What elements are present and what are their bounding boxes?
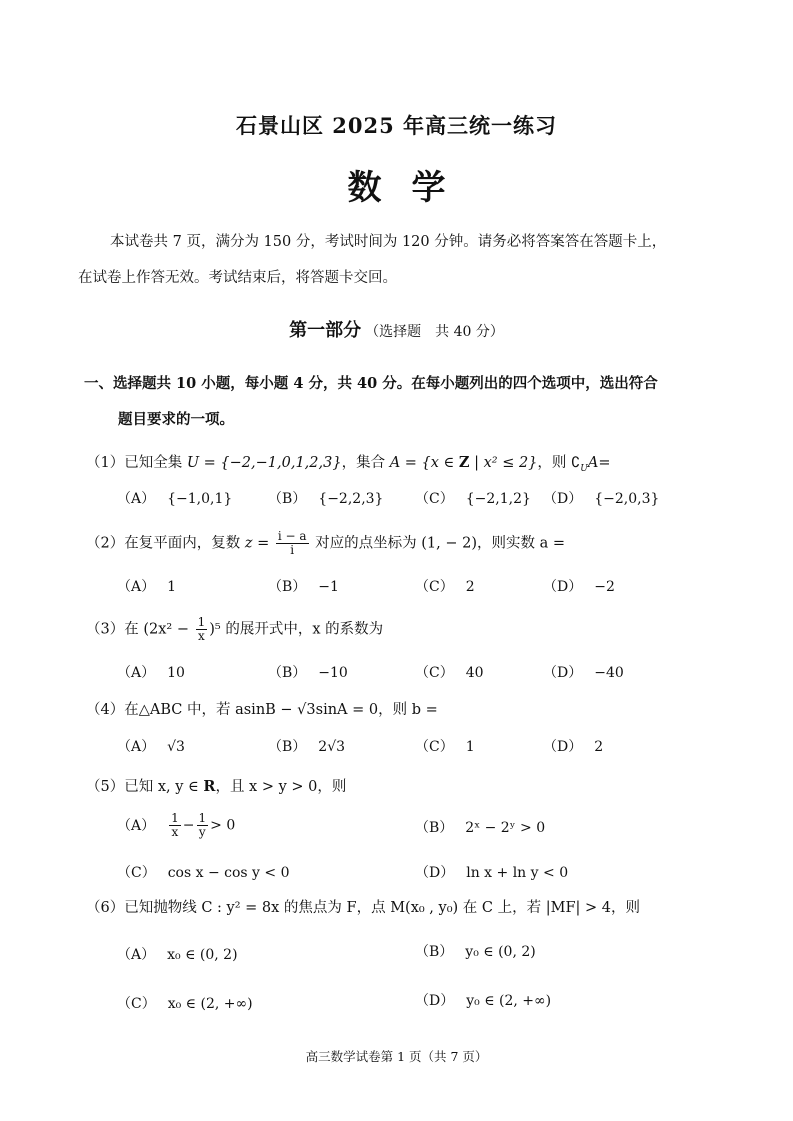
- q2-option-b: [268, 576, 339, 596]
- option-text: 1: [167, 579, 177, 595]
- option-label: （B）: [268, 579, 307, 595]
- math-set-a: A = {x ∈: [389, 455, 459, 471]
- question-number: （6）: [86, 900, 125, 916]
- option-label: （B）: [415, 944, 454, 960]
- fraction-numerator: 1: [171, 811, 179, 825]
- question-text: 已知全集: [124, 455, 183, 471]
- option-text: {−2,2,3}: [318, 491, 384, 507]
- q6-option-c: [117, 993, 253, 1013]
- question-6: [86, 896, 640, 917]
- option-text: {−1,0,1}: [167, 491, 233, 507]
- option-text: y₀ ∈ (2, +∞): [466, 993, 552, 1009]
- q5-option-d: [415, 862, 568, 882]
- question-number: （3）: [86, 621, 125, 638]
- part-title: 第一部分: [289, 320, 362, 341]
- q6-option-b: [415, 941, 536, 961]
- option-label: （A）: [117, 739, 156, 755]
- option-label: （C）: [415, 739, 454, 755]
- question-text: ，集合: [341, 455, 386, 471]
- option-text: > 0: [210, 817, 236, 834]
- option-text: x₀ ∈ (0, 2): [167, 947, 238, 963]
- intro-line-1: 本试卷共 7 页，满分为 150 分，考试时间为 120 分钟。请务必将答案答在答题卡上，: [110, 234, 667, 250]
- option-text: 2: [465, 579, 475, 595]
- q4-option-a: [117, 736, 185, 756]
- question-1: [86, 451, 610, 474]
- option-text: 10: [167, 665, 185, 681]
- fraction-denominator: y: [198, 825, 206, 839]
- question-2: [86, 530, 565, 557]
- q4-option-c: [415, 736, 475, 756]
- question-text: 对应的点坐标为 (1, − 2)，则实数 a =: [315, 535, 566, 552]
- exam-title: 石景山区 2025 年高三统一练习: [235, 113, 558, 138]
- option-label: （C）: [415, 491, 454, 507]
- q5-option-a: [117, 812, 235, 839]
- option-label: （C）: [415, 579, 454, 595]
- option-text: y₀ ∈ (0, 2): [465, 944, 536, 960]
- q6-option-d: [415, 990, 551, 1010]
- q4-option-b: [268, 736, 345, 756]
- fraction-numerator: i − a: [277, 529, 307, 543]
- question-text: 在△ABC 中，若 asinB − √3sinA = 0，则 b =: [124, 702, 438, 718]
- fraction-denominator: x: [198, 629, 205, 643]
- option-label: （A）: [117, 579, 156, 595]
- option-label: （A）: [117, 947, 156, 963]
- intro-line-2: 在试卷上作答无效。考试结束后，将答题卡交回。: [78, 270, 397, 286]
- question-text: 在复平面内，复数: [124, 535, 241, 552]
- option-text: −10: [318, 665, 348, 681]
- q6-option-a: [117, 944, 238, 964]
- option-label: （D）: [543, 739, 583, 755]
- section-instruction-line-1: 一、选择题共 10 小题，每小题 4 分，共 40 分。在每小题列出的四个选项中，选出符合: [84, 375, 658, 392]
- page-footer: 高三数学试卷第 1 页（共 7 页）: [305, 1049, 488, 1064]
- math-z: z =: [244, 535, 270, 552]
- fraction-denominator: x: [171, 825, 179, 839]
- math-set-u: U = {−2,−1,0,1,2,3}: [186, 455, 342, 471]
- option-text: cos x − cos y < 0: [167, 865, 290, 881]
- q3-option-a: [117, 662, 185, 682]
- question-expression-start: 在 (2x² −: [124, 621, 189, 638]
- question-number: （1）: [86, 455, 125, 471]
- part-heading: [0, 316, 793, 342]
- q5-option-c: [117, 862, 290, 882]
- option-label: （D）: [543, 665, 583, 681]
- option-label: （B）: [268, 491, 307, 507]
- question-text: ，且 x > y > 0，则: [215, 779, 347, 795]
- q1-option-b: [268, 488, 383, 508]
- part-note: （选择题 共 40 分）: [365, 324, 504, 340]
- option-label: （C）: [117, 865, 156, 881]
- option-label: （C）: [415, 665, 454, 681]
- option-label: （D）: [415, 865, 455, 881]
- question-text: 的展开式中，x 的系数为: [225, 621, 384, 638]
- option-label: （A）: [117, 665, 156, 681]
- option-label: （B）: [268, 665, 307, 681]
- question-3: [86, 616, 383, 643]
- q1-option-c: [415, 488, 531, 508]
- option-text: {−2,0,3}: [594, 491, 660, 507]
- option-label: （B）: [268, 739, 307, 755]
- option-text: ln x + ln y < 0: [466, 865, 569, 881]
- minus-sign: −: [182, 817, 195, 834]
- math-set-a-condition: | x² ≤ 2}: [469, 455, 538, 471]
- option-text: {−2,1,2}: [465, 491, 531, 507]
- fraction: [197, 812, 209, 839]
- option-label: （C）: [117, 996, 156, 1012]
- q1-option-a: [117, 488, 232, 508]
- question-text: 已知 x, y ∈: [124, 779, 204, 795]
- question-4: [86, 698, 438, 719]
- option-text: 40: [465, 665, 484, 681]
- math-set-r: R: [203, 778, 216, 795]
- q3-option-c: [415, 662, 484, 682]
- option-text: x₀ ∈ (2, +∞): [167, 996, 253, 1012]
- q5-option-b: [415, 817, 545, 837]
- fraction: [276, 530, 309, 557]
- question-number: （2）: [86, 535, 125, 552]
- option-text: 2: [594, 739, 604, 755]
- option-text: −1: [318, 579, 339, 595]
- option-label: （A）: [117, 817, 156, 834]
- option-text: 2ˣ − 2ʸ > 0: [465, 820, 546, 836]
- option-text: −2: [594, 579, 615, 595]
- option-text: 1: [465, 739, 475, 755]
- subject-title: 数学: [347, 168, 476, 208]
- fraction-numerator: 1: [198, 811, 207, 825]
- section-instruction-line-2: 题目要求的一项。: [118, 411, 234, 428]
- option-label: （D）: [415, 993, 455, 1009]
- q2-option-a: [117, 576, 176, 596]
- q4-option-d: [543, 736, 603, 756]
- q3-option-d: [543, 662, 624, 682]
- q2-option-c: [415, 576, 475, 596]
- option-label: （D）: [543, 491, 583, 507]
- question-text: ，则 ∁: [537, 455, 581, 471]
- option-text: −40: [594, 665, 624, 681]
- complement-subscript: U: [580, 463, 588, 474]
- question-number: （4）: [86, 702, 125, 718]
- fraction-numerator: 1: [197, 615, 206, 629]
- fraction: [169, 812, 181, 839]
- math-set-z: Z: [458, 454, 470, 471]
- q3-option-b: [268, 662, 348, 682]
- option-label: （D）: [543, 579, 583, 595]
- q2-option-d: [543, 576, 615, 596]
- option-text: √3: [167, 739, 185, 755]
- option-label: （B）: [415, 820, 454, 836]
- question-expression-exponent: )⁵: [209, 621, 221, 638]
- question-number: （5）: [86, 779, 125, 795]
- question-text: 已知抛物线 C : y² = 8x 的焦点为 F，点 M(x₀ , y₀) 在 C 上，若 |MF| > 4，则: [124, 900, 640, 916]
- option-label: （A）: [117, 491, 156, 507]
- fraction: [196, 616, 208, 643]
- option-text: 2√3: [318, 739, 346, 755]
- complement-target: A=: [587, 455, 611, 471]
- q1-option-d: [543, 488, 659, 508]
- question-5: [86, 775, 346, 796]
- fraction-denominator: i: [290, 543, 295, 557]
